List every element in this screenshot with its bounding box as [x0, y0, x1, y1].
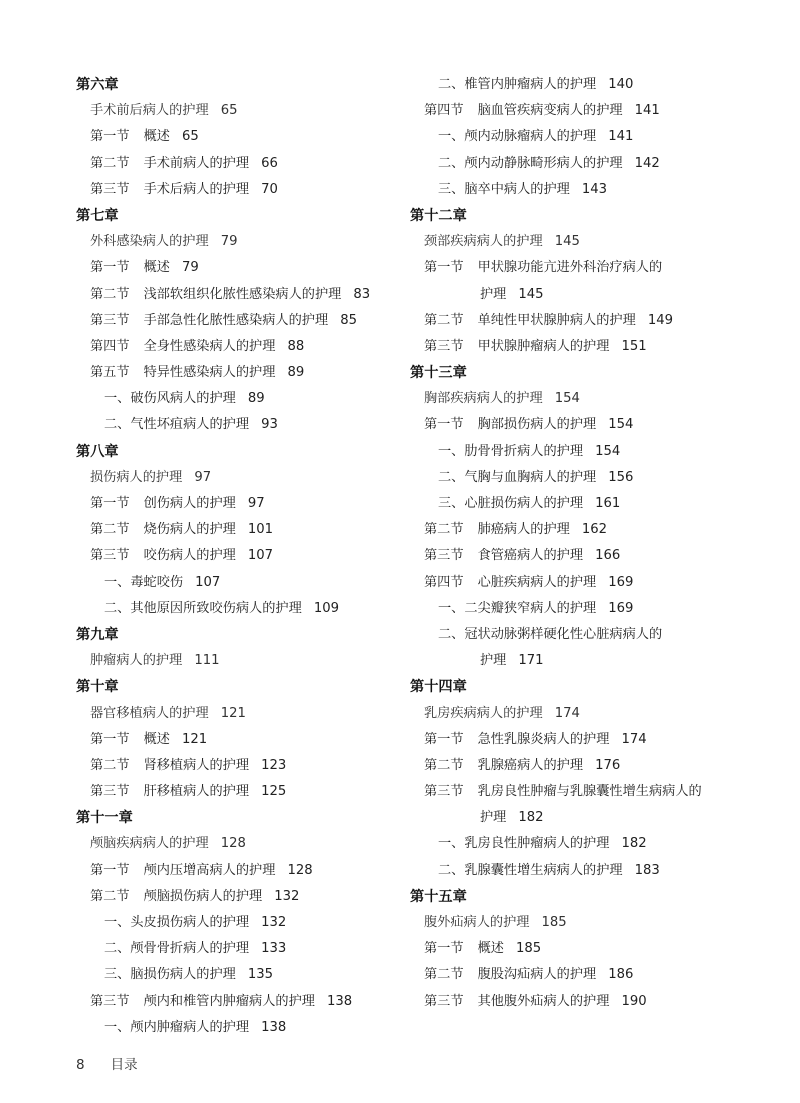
toc-page-number: 101 — [247, 522, 274, 538]
toc-entry-text: 护理 — [480, 286, 507, 302]
toc-page-number: 109 — [313, 600, 339, 616]
toc-page-number: 128 — [287, 862, 313, 878]
toc-chapter-heading[interactable] — [410, 203, 780, 229]
toc-page-number: 182 — [518, 810, 544, 826]
toc-page-number: 169 — [608, 574, 634, 590]
toc-entry-text: 乳房疾病病人的护理 — [424, 705, 543, 721]
toc-entry-text: 二、其他原因所致咬伤病人的护理 — [104, 600, 302, 616]
toc-section-label: 第一节 — [424, 417, 464, 433]
toc-page-number: 97 — [247, 496, 265, 511]
toc-entry-text: 第八章 — [76, 443, 119, 460]
toc-entry-text: 急性乳腺炎病人的护理 — [477, 731, 610, 747]
toc-page-number: 176 — [595, 757, 621, 773]
toc-item-entry[interactable] — [76, 412, 396, 438]
toc-entry-text: 胸部损伤病人的护理 — [477, 417, 597, 433]
toc-page-number: 154 — [608, 417, 634, 433]
toc-chapter-heading[interactable] — [76, 203, 396, 229]
toc-chapter-title[interactable] — [76, 465, 396, 491]
toc-page-number: 145 — [554, 234, 580, 250]
toc-section-label: 第三节 — [424, 993, 464, 1009]
toc-entry-text: 咬伤病人的护理 — [143, 548, 236, 564]
toc-entry-text: 第十五章 — [410, 888, 467, 905]
toc-page-number: 111 — [194, 653, 220, 669]
toc-entry-text: 第六章 — [76, 77, 119, 93]
toc-entry-continuation[interactable] — [410, 805, 780, 831]
toc-chapter-heading[interactable] — [76, 674, 396, 700]
toc-entry-text: 二、冠状动脉粥样硬化性心脏病病人的 — [438, 626, 663, 642]
toc-section-label: 第二节 — [424, 312, 464, 328]
toc-section-label: 第三节 — [424, 784, 464, 800]
toc-entry-text: 第十四章 — [410, 679, 467, 696]
toc-entry-text: 乳房良性肿瘤与乳腺囊性增生病病人的 — [477, 784, 702, 800]
toc-entry-text: 甲状腺肿瘤病人的护理 — [477, 338, 610, 354]
toc-page-number: 142 — [634, 155, 660, 171]
toc-chapter-heading[interactable] — [410, 360, 780, 386]
toc-entry-text: 肺癌病人的护理 — [477, 522, 570, 538]
toc-entry-text: 浅部软组织化脓性感染病人的护理 — [143, 286, 342, 302]
toc-section-label: 第三节 — [90, 181, 130, 197]
toc-chapter-heading[interactable] — [76, 622, 396, 648]
toc-page-number: 88 — [287, 338, 305, 354]
toc-section-entry[interactable] — [76, 858, 396, 884]
toc-section-entry[interactable] — [76, 727, 396, 753]
toc-chapter-heading[interactable] — [76, 72, 396, 98]
toc-section-label: 第一节 — [90, 862, 130, 878]
toc-entry-text: 三、脑损伤病人的护理 — [104, 967, 236, 983]
toc-entry-text: 一、头皮损伤病人的护理 — [104, 915, 250, 930]
toc-section-entry[interactable] — [410, 412, 780, 438]
toc-entry-text: 全身性感染病人的护理 — [143, 338, 276, 354]
toc-page-number: 66 — [261, 155, 278, 171]
toc-section-entry[interactable] — [410, 98, 780, 124]
toc-page-number: 149 — [647, 312, 673, 328]
toc-entry-text: 二、颅骨骨折病人的护理 — [104, 941, 250, 957]
toc-entry-text: 二、颅内动静脉畸形病人的护理 — [438, 155, 623, 171]
toc-page-number: 83 — [353, 286, 371, 302]
toc-entry-text: 肾移植病人的护理 — [143, 757, 250, 773]
toc-entry-text: 其他腹外疝病人的护理 — [477, 993, 610, 1009]
toc-page-number: 169 — [608, 600, 634, 616]
toc-entry-text: 概述 — [143, 731, 170, 747]
toc-entry-text: 颅脑疾病病人的护理 — [90, 836, 209, 852]
toc-chapter-title[interactable] — [76, 701, 396, 727]
toc-page-number: 141 — [634, 103, 660, 119]
toc-left-column — [76, 72, 396, 1041]
toc-section-entry[interactable] — [410, 936, 780, 962]
toc-entry-text: 特异性感染病人的护理 — [143, 365, 276, 381]
toc-entry-text: 腹外疝病人的护理 — [424, 915, 530, 930]
toc-item-entry[interactable] — [76, 1015, 396, 1041]
toc-chapter-title[interactable] — [76, 648, 396, 674]
toc-section-label: 第二节 — [424, 757, 464, 773]
toc-section-label: 第一节 — [90, 129, 130, 145]
toc-item-entry[interactable] — [76, 936, 396, 962]
toc-page-number: 135 — [247, 967, 274, 983]
toc-page-number: 121 — [220, 705, 246, 721]
toc-page-number: 97 — [194, 469, 212, 485]
toc-page-number: 65 — [220, 103, 238, 119]
toc-section-label: 第四节 — [424, 574, 464, 590]
toc-section-label: 第二节 — [90, 757, 130, 773]
toc-entry-text: 二、气性坏疽病人的护理 — [104, 417, 250, 433]
toc-section-entry[interactable] — [410, 308, 780, 334]
toc-entry-text: 概述 — [477, 941, 504, 957]
toc-entry-text: 第十二章 — [410, 207, 467, 224]
toc-section-label: 第二节 — [90, 286, 130, 302]
toc-section-label: 第一节 — [90, 731, 130, 747]
toc-section-entry[interactable] — [410, 727, 780, 753]
toc-section-entry[interactable] — [76, 543, 396, 569]
toc-entry-text: 第九章 — [76, 626, 119, 643]
toc-entry-text: 护理 — [480, 653, 507, 669]
toc-section-entry[interactable] — [76, 989, 396, 1015]
toc-page-number: 154 — [595, 443, 621, 459]
toc-entry-text: 第十章 — [76, 679, 119, 696]
toc-entry-text: 一、肋骨骨折病人的护理 — [438, 443, 584, 459]
toc-item-entry[interactable] — [76, 386, 396, 412]
toc-page-number: 151 — [621, 338, 647, 354]
toc-entry-text: 肝移植病人的护理 — [143, 784, 250, 800]
toc-section-label: 第二节 — [90, 522, 130, 538]
toc-section-label: 第一节 — [424, 260, 464, 276]
toc-item-entry[interactable] — [410, 177, 780, 203]
toc-page-number: 107 — [247, 548, 274, 564]
toc-section-entry[interactable] — [410, 543, 780, 569]
toc-item-entry[interactable] — [410, 831, 780, 857]
toc-entry-text: 第七章 — [76, 207, 119, 224]
toc-entry-text: 一、毒蛇咬伤 — [104, 574, 184, 590]
toc-section-label: 第二节 — [424, 522, 464, 538]
toc-entry-text: 脑血管疾病变病人的护理 — [477, 103, 623, 119]
toc-section-label: 第五节 — [90, 365, 130, 381]
toc-section-entry[interactable] — [410, 753, 780, 779]
toc-section-entry[interactable] — [410, 570, 780, 596]
toc-entry-text: 二、乳腺囊性增生病病人的护理 — [438, 862, 623, 878]
toc-page-number: 85 — [340, 312, 357, 328]
toc-section-entry[interactable] — [76, 884, 396, 910]
toc-section-label: 第一节 — [424, 941, 464, 957]
toc-page-number: 171 — [518, 653, 544, 669]
toc-section-entry[interactable] — [76, 334, 396, 360]
toc-section-entry[interactable] — [76, 360, 396, 386]
toc-section-entry[interactable] — [76, 124, 396, 150]
toc-section-entry[interactable] — [76, 177, 396, 203]
toc-item-entry[interactable] — [76, 570, 396, 596]
toc-item-entry[interactable] — [410, 596, 780, 622]
toc-entry-text: 损伤病人的护理 — [90, 469, 183, 485]
toc-entry-text: 第十一章 — [76, 810, 133, 827]
toc-entry-text: 颅脑损伤病人的护理 — [143, 888, 263, 904]
toc-chapter-title[interactable] — [410, 386, 780, 412]
toc-item-entry[interactable] — [410, 622, 780, 648]
toc-item-entry[interactable] — [76, 910, 396, 936]
toc-section-entry[interactable] — [410, 517, 780, 543]
toc-section-entry[interactable] — [410, 779, 780, 805]
toc-section-label: 第三节 — [90, 993, 130, 1009]
toc-entry-text: 腹股沟疝病人的护理 — [477, 967, 597, 983]
toc-entry-text: 颅内压增高病人的护理 — [143, 862, 276, 878]
toc-page-number: 89 — [247, 391, 265, 407]
toc-entry-text: 第十三章 — [410, 365, 467, 382]
toc-entry-text: 一、二尖瓣狭窄病人的护理 — [438, 600, 597, 616]
toc-page-number: 145 — [518, 286, 544, 302]
toc-section-label: 第三节 — [424, 548, 464, 564]
toc-section-entry[interactable] — [410, 255, 780, 281]
toc-page-number: 161 — [595, 496, 621, 511]
toc-page-number: 182 — [621, 836, 647, 852]
toc-section-label: 第三节 — [424, 338, 464, 354]
toc-page-number: 183 — [634, 862, 660, 878]
toc-entry-text: 外科感染病人的护理 — [90, 234, 209, 250]
toc-section-label: 第二节 — [90, 888, 130, 904]
toc-entry-text: 二、椎管内肿瘤病人的护理 — [438, 77, 597, 92]
toc-page-number: 89 — [287, 365, 305, 381]
toc-section-entry[interactable] — [76, 491, 396, 517]
toc-entry-text: 二、气胸与血胸病人的护理 — [438, 469, 597, 485]
toc-page-number: 174 — [621, 731, 647, 747]
toc-entry-text: 颅内和椎管内肿瘤病人的护理 — [143, 993, 315, 1009]
toc-entry-text: 甲状腺功能亢进外科治疗病人的 — [477, 260, 663, 276]
toc-entry-text: 一、破伤风病人的护理 — [104, 391, 236, 407]
toc-entry-continuation[interactable] — [410, 648, 780, 674]
toc-section-entry[interactable] — [76, 517, 396, 543]
page-footer — [76, 1053, 138, 1073]
toc-chapter-title[interactable] — [410, 910, 780, 936]
toc-entry-text: 手术后病人的护理 — [143, 181, 250, 197]
toc-entry-text: 肿瘤病人的护理 — [90, 653, 183, 669]
toc-entry-continuation[interactable] — [410, 282, 780, 308]
toc-page-number: 79 — [220, 234, 238, 250]
toc-entry-text: 创伤病人的护理 — [143, 496, 236, 511]
toc-item-entry[interactable] — [410, 465, 780, 491]
toc-entry-text: 一、乳房良性肿瘤病人的护理 — [438, 836, 610, 852]
toc-section-entry[interactable] — [76, 308, 396, 334]
toc-item-entry[interactable] — [410, 858, 780, 884]
toc-item-entry[interactable] — [410, 72, 780, 98]
toc-chapter-title[interactable] — [410, 701, 780, 727]
toc-section-label: 第一节 — [90, 260, 130, 276]
footer-title: 目录 — [110, 1057, 138, 1073]
toc-entry-text: 乳腺癌病人的护理 — [477, 757, 584, 773]
toc-section-entry[interactable] — [410, 989, 780, 1015]
toc-page-number: 174 — [554, 705, 580, 721]
toc-page-number: 138 — [261, 1019, 287, 1035]
toc-item-entry[interactable] — [410, 491, 780, 517]
toc-item-entry[interactable] — [76, 962, 396, 988]
toc-page-number: 107 — [195, 574, 221, 590]
toc-item-entry[interactable] — [76, 596, 396, 622]
toc-section-entry[interactable] — [410, 962, 780, 988]
toc-entry-text: 三、脑卒中病人的护理 — [438, 181, 570, 197]
toc-entry-text: 一、颅内肿瘤病人的护理 — [104, 1019, 250, 1035]
footer-page-number: 8 — [76, 1057, 85, 1073]
toc-item-entry[interactable] — [410, 124, 780, 150]
toc-chapter-heading[interactable] — [410, 674, 780, 700]
toc-page-number: 190 — [621, 993, 647, 1009]
toc-entry-text: 三、心脏损伤病人的护理 — [438, 496, 584, 511]
toc-entry-text: 单纯性甲状腺肿病人的护理 — [477, 312, 636, 328]
toc-section-entry[interactable] — [76, 282, 396, 308]
toc-chapter-heading[interactable] — [76, 805, 396, 831]
toc-section-entry[interactable] — [76, 753, 396, 779]
toc-section-label: 第二节 — [424, 967, 464, 983]
toc-right-column — [410, 72, 780, 1015]
toc-entry-text: 手术前后病人的护理 — [90, 103, 209, 119]
toc-page-number: 121 — [181, 731, 208, 747]
toc-page-number: 154 — [554, 391, 580, 407]
toc-page-number: 93 — [261, 417, 278, 433]
toc-page-number: 133 — [261, 941, 287, 957]
toc-chapter-heading[interactable] — [410, 884, 780, 910]
toc-page-number: 132 — [274, 888, 300, 904]
toc-entry-text: 手部急性化脓性感染病人的护理 — [143, 312, 329, 328]
toc-page-number: 132 — [261, 915, 287, 930]
toc-page-number: 141 — [608, 129, 634, 145]
toc-section-entry[interactable] — [76, 255, 396, 281]
toc-entry-text: 颈部疾病病人的护理 — [424, 234, 543, 250]
toc-section-label: 第一节 — [424, 731, 464, 747]
toc-entry-text: 器官移植病人的护理 — [90, 705, 209, 721]
toc-section-label: 第三节 — [90, 784, 130, 800]
toc-section-label: 第三节 — [90, 312, 130, 328]
toc-chapter-heading[interactable] — [76, 439, 396, 465]
toc-page-number: 186 — [608, 967, 634, 983]
toc-section-label: 第一节 — [90, 496, 130, 511]
toc-section-label: 第二节 — [90, 155, 130, 171]
toc-section-label: 第三节 — [90, 548, 130, 564]
toc-entry-text: 胸部疾病病人的护理 — [424, 391, 543, 407]
toc-entry-text: 一、颅内动脉瘤病人的护理 — [438, 129, 597, 145]
toc-page-number: 65 — [181, 129, 199, 145]
toc-page-number: 156 — [608, 469, 634, 485]
toc-page-number: 125 — [261, 784, 287, 800]
toc-section-label: 第四节 — [424, 103, 464, 119]
toc-chapter-title[interactable] — [76, 229, 396, 255]
toc-section-entry[interactable] — [76, 151, 396, 177]
toc-item-entry[interactable] — [410, 151, 780, 177]
toc-section-label: 第四节 — [90, 338, 130, 354]
toc-chapter-title[interactable] — [76, 831, 396, 857]
toc-page-number: 162 — [581, 522, 608, 538]
toc-entry-text: 概述 — [143, 260, 170, 276]
toc-page-number: 123 — [261, 757, 287, 773]
toc-page-number: 138 — [327, 993, 353, 1009]
toc-page-number: 143 — [581, 181, 608, 197]
toc-page-number: 166 — [595, 548, 621, 564]
toc-entry-text: 手术前病人的护理 — [143, 155, 250, 171]
toc-entry-text: 护理 — [480, 810, 507, 826]
toc-section-entry[interactable] — [410, 334, 780, 360]
toc-entry-text: 食管癌病人的护理 — [477, 548, 584, 564]
toc-entry-text: 心脏疾病病人的护理 — [477, 574, 597, 590]
toc-page-number: 79 — [181, 260, 199, 276]
toc-chapter-title[interactable] — [410, 229, 780, 255]
toc-page-number: 185 — [515, 941, 542, 957]
toc-page-number: 185 — [541, 915, 567, 930]
toc-entry-text: 烧伤病人的护理 — [143, 522, 236, 538]
toc-item-entry[interactable] — [410, 439, 780, 465]
toc-page-number: 128 — [220, 836, 246, 852]
toc-chapter-title[interactable] — [76, 98, 396, 124]
toc-page-number: 70 — [261, 181, 278, 197]
toc-entry-text: 概述 — [143, 129, 170, 145]
toc-page-number: 140 — [608, 77, 634, 92]
toc-section-entry[interactable] — [76, 779, 396, 805]
